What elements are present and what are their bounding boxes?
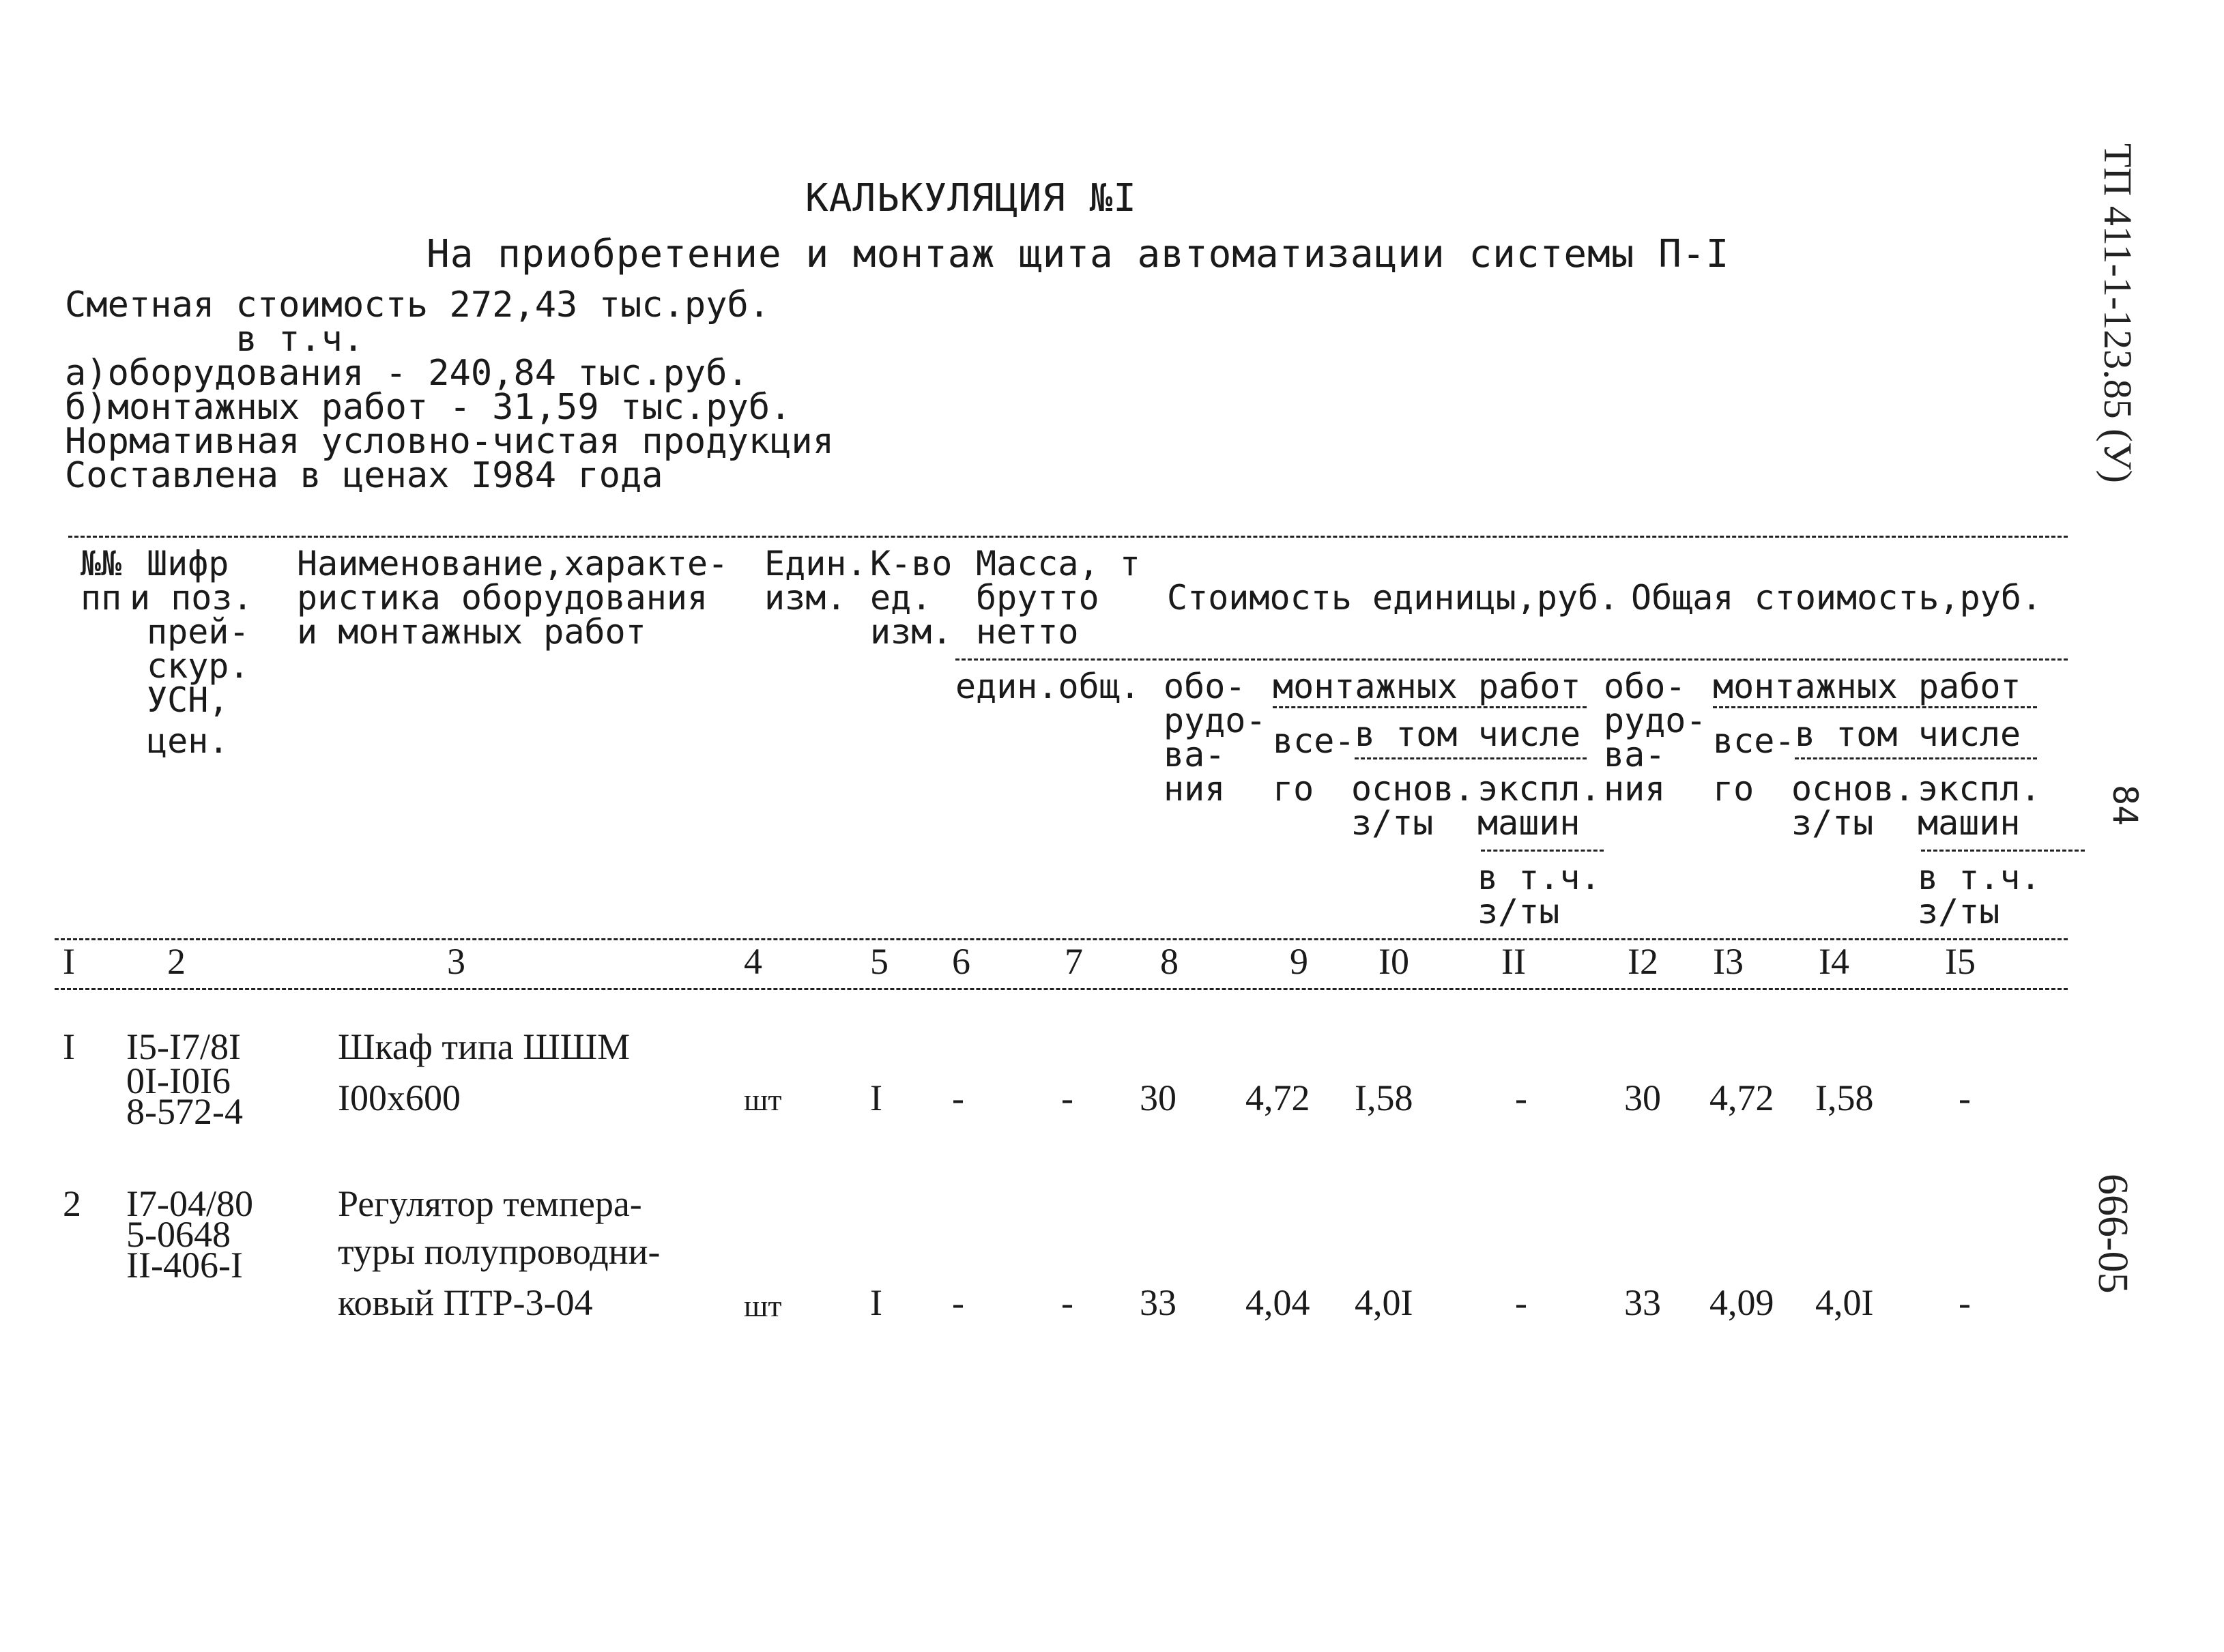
header-rule bbox=[1355, 757, 1587, 759]
row-install-wage: 4,0I bbox=[1355, 1282, 1413, 1323]
row-unit: шт bbox=[744, 1288, 782, 1323]
summary-line: Сметная стоимость 272,43 тыс.руб. bbox=[65, 285, 770, 325]
header-machines-2: экспл. bbox=[1918, 769, 2041, 809]
row-num: 2 bbox=[63, 1183, 81, 1224]
column-number: I0 bbox=[1378, 941, 1409, 982]
header-equipment: рудо- bbox=[1164, 701, 1267, 740]
table-top-rule bbox=[68, 536, 2068, 538]
row-install-machines: - bbox=[1515, 1282, 1527, 1323]
column-number: 5 bbox=[870, 941, 889, 982]
row-total-equipment: 30 bbox=[1624, 1077, 1661, 1118]
header-rule bbox=[1921, 850, 2085, 852]
column-number: 3 bbox=[447, 941, 465, 982]
header-machines-2: машин bbox=[1918, 803, 2021, 843]
row-install-wage: I,58 bbox=[1355, 1077, 1413, 1118]
header-total-cost: Общая стоимость,руб. bbox=[1631, 578, 2042, 618]
header-mass: нетто bbox=[976, 612, 1079, 652]
header-qty: изм. bbox=[870, 612, 953, 652]
column-number: I2 bbox=[1628, 941, 1658, 982]
column-number: 4 bbox=[744, 941, 762, 982]
header-code: и поз. bbox=[130, 578, 253, 618]
header-rule bbox=[1713, 706, 2037, 708]
header-unit: изм. bbox=[764, 578, 847, 618]
header-unit: Един. bbox=[764, 544, 867, 583]
header-equipment: ния bbox=[1164, 769, 1226, 809]
header-code: Шифр bbox=[147, 544, 229, 583]
column-number: 7 bbox=[1065, 941, 1083, 982]
header-incl-wage-2: з/ты bbox=[1918, 892, 2000, 931]
column-number: 9 bbox=[1290, 941, 1308, 982]
column-number: II bbox=[1501, 941, 1526, 982]
row-total-install: 4,09 bbox=[1709, 1282, 1774, 1323]
row-qty: I bbox=[870, 1282, 882, 1323]
row-name: Шкаф типа ШШМ bbox=[338, 1026, 631, 1067]
row-total-install: 4,72 bbox=[1709, 1077, 1774, 1118]
header-qty: К-во bbox=[870, 544, 953, 583]
document-subtitle: На приобретение и монтаж щита автоматизации системы П-I bbox=[427, 232, 1730, 276]
row-total-wage: I,58 bbox=[1815, 1077, 1874, 1118]
header-install-total-2: все- bbox=[1713, 721, 1795, 761]
header-equipment-total: рудо- bbox=[1604, 701, 1707, 740]
header-machines: машин bbox=[1477, 803, 1580, 843]
margin-doc-code: ТП 411-1-123.85 (У) bbox=[2096, 143, 2140, 483]
summary-line: б)монтажных работ - 31,59 тыс.руб. bbox=[65, 387, 792, 428]
row-install-total: 4,04 bbox=[1245, 1282, 1310, 1323]
column-number: I bbox=[63, 941, 75, 982]
margin-bottom-code: 666-05 bbox=[2090, 1174, 2136, 1294]
row-name: I00x600 bbox=[338, 1077, 461, 1118]
header-equipment-total: ва- bbox=[1604, 735, 1666, 774]
row-code: 8-572-4 bbox=[126, 1091, 243, 1132]
header-name: ристика оборудования bbox=[297, 578, 708, 618]
header-qty: ед. bbox=[870, 578, 932, 618]
header-equipment-total: ния bbox=[1604, 769, 1666, 809]
header-incl-wage-2: в т.ч. bbox=[1918, 858, 2041, 897]
header-name: Наименование,характе- bbox=[297, 544, 729, 583]
header-rule bbox=[55, 938, 2068, 940]
header-install-total-2: го bbox=[1713, 769, 1754, 809]
column-number: I4 bbox=[1819, 941, 1849, 982]
summary-line: Нормативная условно-чистая продукция bbox=[65, 421, 835, 462]
row-equipment: 33 bbox=[1140, 1282, 1176, 1323]
column-number: 6 bbox=[952, 941, 970, 982]
row-name: ковый ПТР-3-04 bbox=[338, 1282, 593, 1323]
header-num-2: пп bbox=[81, 578, 122, 618]
row-mass-total: - bbox=[1061, 1282, 1073, 1323]
header-machines: экспл. bbox=[1477, 769, 1601, 809]
header-incl-2: в том числе bbox=[1795, 714, 2021, 754]
summary-line: в т.ч. bbox=[65, 319, 364, 360]
row-mass-unit: - bbox=[952, 1077, 964, 1118]
document-title: КАЛЬКУЛЯЦИЯ №I bbox=[805, 176, 1138, 220]
header-code: цен. bbox=[147, 721, 229, 761]
header-equipment-total: обо- bbox=[1604, 667, 1686, 706]
header-incl: в том числе bbox=[1355, 714, 1581, 754]
header-basic-wage: з/ты bbox=[1351, 803, 1434, 843]
header-unit-cost: Стоимость единицы,руб. bbox=[1167, 578, 1619, 618]
row-code: I7-04/80 bbox=[126, 1183, 253, 1224]
header-basic-wage-2: основ. bbox=[1791, 769, 1915, 809]
header-mass: Масса, т bbox=[976, 544, 1140, 583]
header-equipment: ва- bbox=[1164, 735, 1226, 774]
header-basic-wage: основ. bbox=[1351, 769, 1475, 809]
row-mass-unit: - bbox=[952, 1282, 964, 1323]
header-incl-wage: в т.ч. bbox=[1477, 858, 1601, 897]
row-total-wage: 4,0I bbox=[1815, 1282, 1874, 1323]
column-number: I3 bbox=[1713, 941, 1744, 982]
column-number: 8 bbox=[1160, 941, 1179, 982]
header-rule bbox=[1795, 757, 2037, 759]
header-rule bbox=[55, 988, 2068, 990]
row-code: I5-I7/8I bbox=[126, 1026, 241, 1067]
row-unit: шт bbox=[744, 1082, 782, 1117]
row-code: 5-0648 bbox=[126, 1214, 231, 1255]
row-qty: I bbox=[870, 1077, 882, 1118]
header-code: УСН, bbox=[147, 680, 229, 720]
header-install-total: го bbox=[1273, 769, 1314, 809]
header-rule bbox=[1481, 850, 1604, 852]
row-total-equipment: 33 bbox=[1624, 1282, 1661, 1323]
header-install-works: монтажных работ bbox=[1273, 667, 1581, 706]
row-name: туры полупроводни- bbox=[338, 1231, 661, 1272]
header-install-works-total: монтажных работ bbox=[1713, 667, 2021, 706]
row-code: II-406-I bbox=[126, 1245, 243, 1286]
header-equipment: обо- bbox=[1164, 667, 1246, 706]
header-code: прей- bbox=[147, 612, 250, 652]
header-rule bbox=[955, 658, 2068, 661]
header-rule bbox=[1273, 706, 1587, 708]
margin-page-number: 84 bbox=[2105, 785, 2145, 826]
row-total-machines: - bbox=[1959, 1282, 1971, 1323]
header-basic-wage-2: з/ты bbox=[1791, 803, 1874, 843]
header-name: и монтажных работ bbox=[297, 612, 646, 652]
summary-line: а)оборудования - 240,84 тыс.руб. bbox=[65, 353, 749, 394]
row-install-total: 4,72 bbox=[1245, 1077, 1310, 1118]
row-install-machines: - bbox=[1515, 1077, 1527, 1118]
row-mass-total: - bbox=[1061, 1077, 1073, 1118]
row-num: I bbox=[63, 1026, 75, 1067]
summary-line: Составлена в ценах I984 года bbox=[65, 455, 663, 496]
header-mass: брутто bbox=[976, 578, 1099, 618]
column-number: I5 bbox=[1945, 941, 1976, 982]
header-mass-sub: един.общ. bbox=[955, 667, 1140, 706]
column-number: 2 bbox=[167, 941, 186, 982]
header-num-1: №№ bbox=[81, 544, 122, 583]
row-code: 0I-I0I6 bbox=[126, 1060, 231, 1101]
header-code: скур. bbox=[147, 646, 250, 686]
row-name: Регулятор темпера- bbox=[338, 1183, 642, 1224]
row-equipment: 30 bbox=[1140, 1077, 1176, 1118]
header-incl-wage: з/ты bbox=[1477, 892, 1560, 931]
header-install-total: все- bbox=[1273, 721, 1355, 761]
row-total-machines: - bbox=[1959, 1077, 1971, 1118]
